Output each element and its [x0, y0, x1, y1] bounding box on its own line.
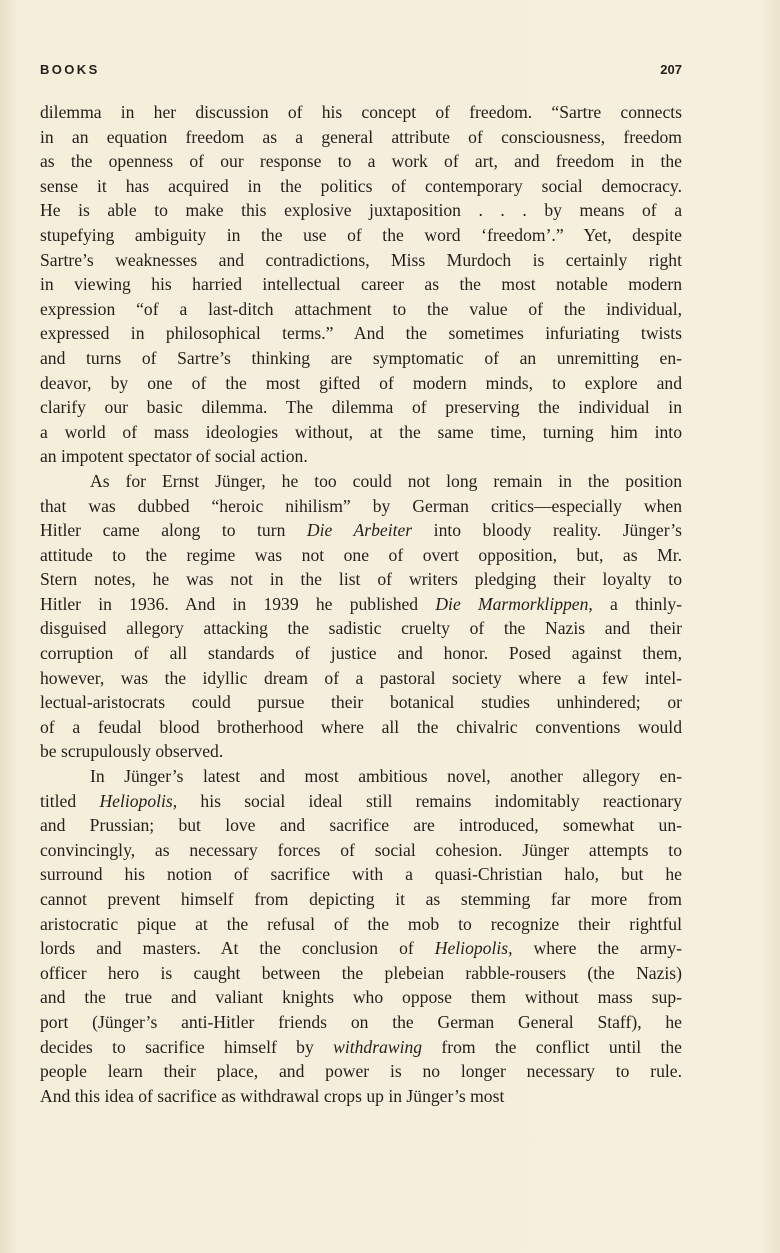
- text-line: port (Jünger’s anti-Hitler friends on the German General Staff), he: [40, 1011, 682, 1032]
- text-line: sense it has acquired in the politics of contemporary social democracy.: [40, 175, 682, 196]
- text-line: an impotent spectator of social action.: [40, 446, 308, 467]
- text-line: and turns of Sartre’s thinking are symptomatic of an unremitting en-: [40, 347, 682, 368]
- running-head: BOOKS: [40, 62, 100, 77]
- text-line: corruption of all standards of justice and honor. Posed against them,: [40, 643, 682, 664]
- text-line: decides to sacrifice himself by withdrawing from the conflict until the: [40, 1036, 682, 1057]
- text-line: titled Heliopolis, his social ideal still remains indomitably reactionary: [40, 790, 683, 811]
- text-line: Sartre’s weaknesses and contradictions, Miss Murdoch is certainly right: [40, 249, 682, 270]
- text-line: lectual-aristocrats could pursue their botanical studies unhindered; or: [40, 692, 682, 713]
- text-line: of a feudal blood brotherhood where all the chivalric conventions would: [40, 716, 682, 737]
- text-line: and the true and valiant knights who oppose them without mass sup-: [40, 987, 682, 1008]
- text-line: attitude to the regime was not one of overt opposition, but, as Mr.: [40, 544, 682, 565]
- text-line: convincingly, as necessary forces of social cohesion. Jünger attempts to: [40, 839, 682, 860]
- text-line: aristocratic pique at the refusal of the mob to recognize their rightful: [40, 913, 682, 934]
- text-line: stupefying ambiguity in the use of the word ‘freedom’.” Yet, despite: [40, 224, 682, 245]
- text-line: dilemma in her discussion of his concept of freedom. “Sartre connects: [40, 102, 682, 122]
- text-line: as the openness of our response to a work of art, and freedom in the: [40, 151, 682, 172]
- text-line: In Jünger’s latest and most ambitious novel, another allegory en-: [90, 766, 682, 787]
- text-line: Hitler in 1936. And in 1939 he published Die Marmorklippen, a thinly-: [40, 593, 682, 614]
- text-line: lords and masters. At the conclusion of Heliopolis, where the army-: [40, 938, 682, 959]
- text-line: cannot prevent himself from depicting it as stemming far more from: [40, 889, 682, 909]
- italic-title: withdrawing: [333, 1036, 423, 1057]
- text-line: disguised allegory attacking the sadistic cruelty of the Nazis and their: [40, 618, 682, 639]
- text-line: in viewing his harried intellectual career as the most notable modern: [40, 274, 682, 295]
- text-line: expression “of a last-ditch attachment to the value of the individual,: [40, 298, 682, 319]
- italic-title: Die Arbeiter: [306, 520, 413, 541]
- text-line: people learn their place, and power is no longer necessary to rule.: [40, 1061, 682, 1082]
- text-line: Hitler came along to turn Die Arbeiter into bloody reality. Jünger’s: [40, 520, 682, 541]
- text-line: surround his notion of sacrifice with a quasi-Christian halo, but he: [40, 864, 682, 885]
- text-line: And this idea of sacrifice as withdrawal crops up in Jünger’s most: [40, 1085, 505, 1106]
- text-line: deavor, by one of the most gifted of modern minds, to explore and: [40, 372, 682, 393]
- paragraph: [40, 100, 682, 469]
- paragraph: [40, 764, 682, 1108]
- italic-title: Heliopolis,: [99, 790, 178, 811]
- text-line: and Prussian; but love and sacrifice are introduced, somewhat un-: [40, 815, 682, 836]
- paragraph: [40, 469, 682, 764]
- text-line: be scrupulously observed.: [40, 741, 224, 762]
- text-line: Stern notes, he was not in the list of writers pledging their loyalty to: [40, 569, 682, 590]
- text-line: officer hero is caught between the plebeian rabble-rousers (the Nazis): [40, 962, 682, 983]
- text-line: a world of mass ideologies without, at the same time, turning him into: [40, 421, 682, 442]
- text-line: expressed in philosophical terms.” And the sometimes infuriating twists: [40, 323, 682, 344]
- body-text: [40, 100, 682, 1108]
- italic-title: Die Marmorklippen,: [435, 593, 593, 614]
- text-line: in an equation freedom as a general attribute of consciousness, freedom: [40, 126, 682, 147]
- text-line: clarify our basic dilemma. The dilemma of preserving the individual in: [40, 397, 682, 418]
- text-line: that was dubbed “heroic nihilism” by German critics—especially when: [40, 495, 682, 516]
- text-line: He is able to make this explosive juxtaposition . . . by means of a: [40, 200, 682, 221]
- page-number: 207: [660, 62, 682, 77]
- italic-title: Heliopolis,: [434, 938, 513, 959]
- page-header: [40, 62, 682, 77]
- text-line: As for Ernst Jünger, he too could not long remain in the position: [90, 470, 682, 491]
- text-line: however, was the idyllic dream of a pastoral society where a few intel-: [40, 667, 682, 688]
